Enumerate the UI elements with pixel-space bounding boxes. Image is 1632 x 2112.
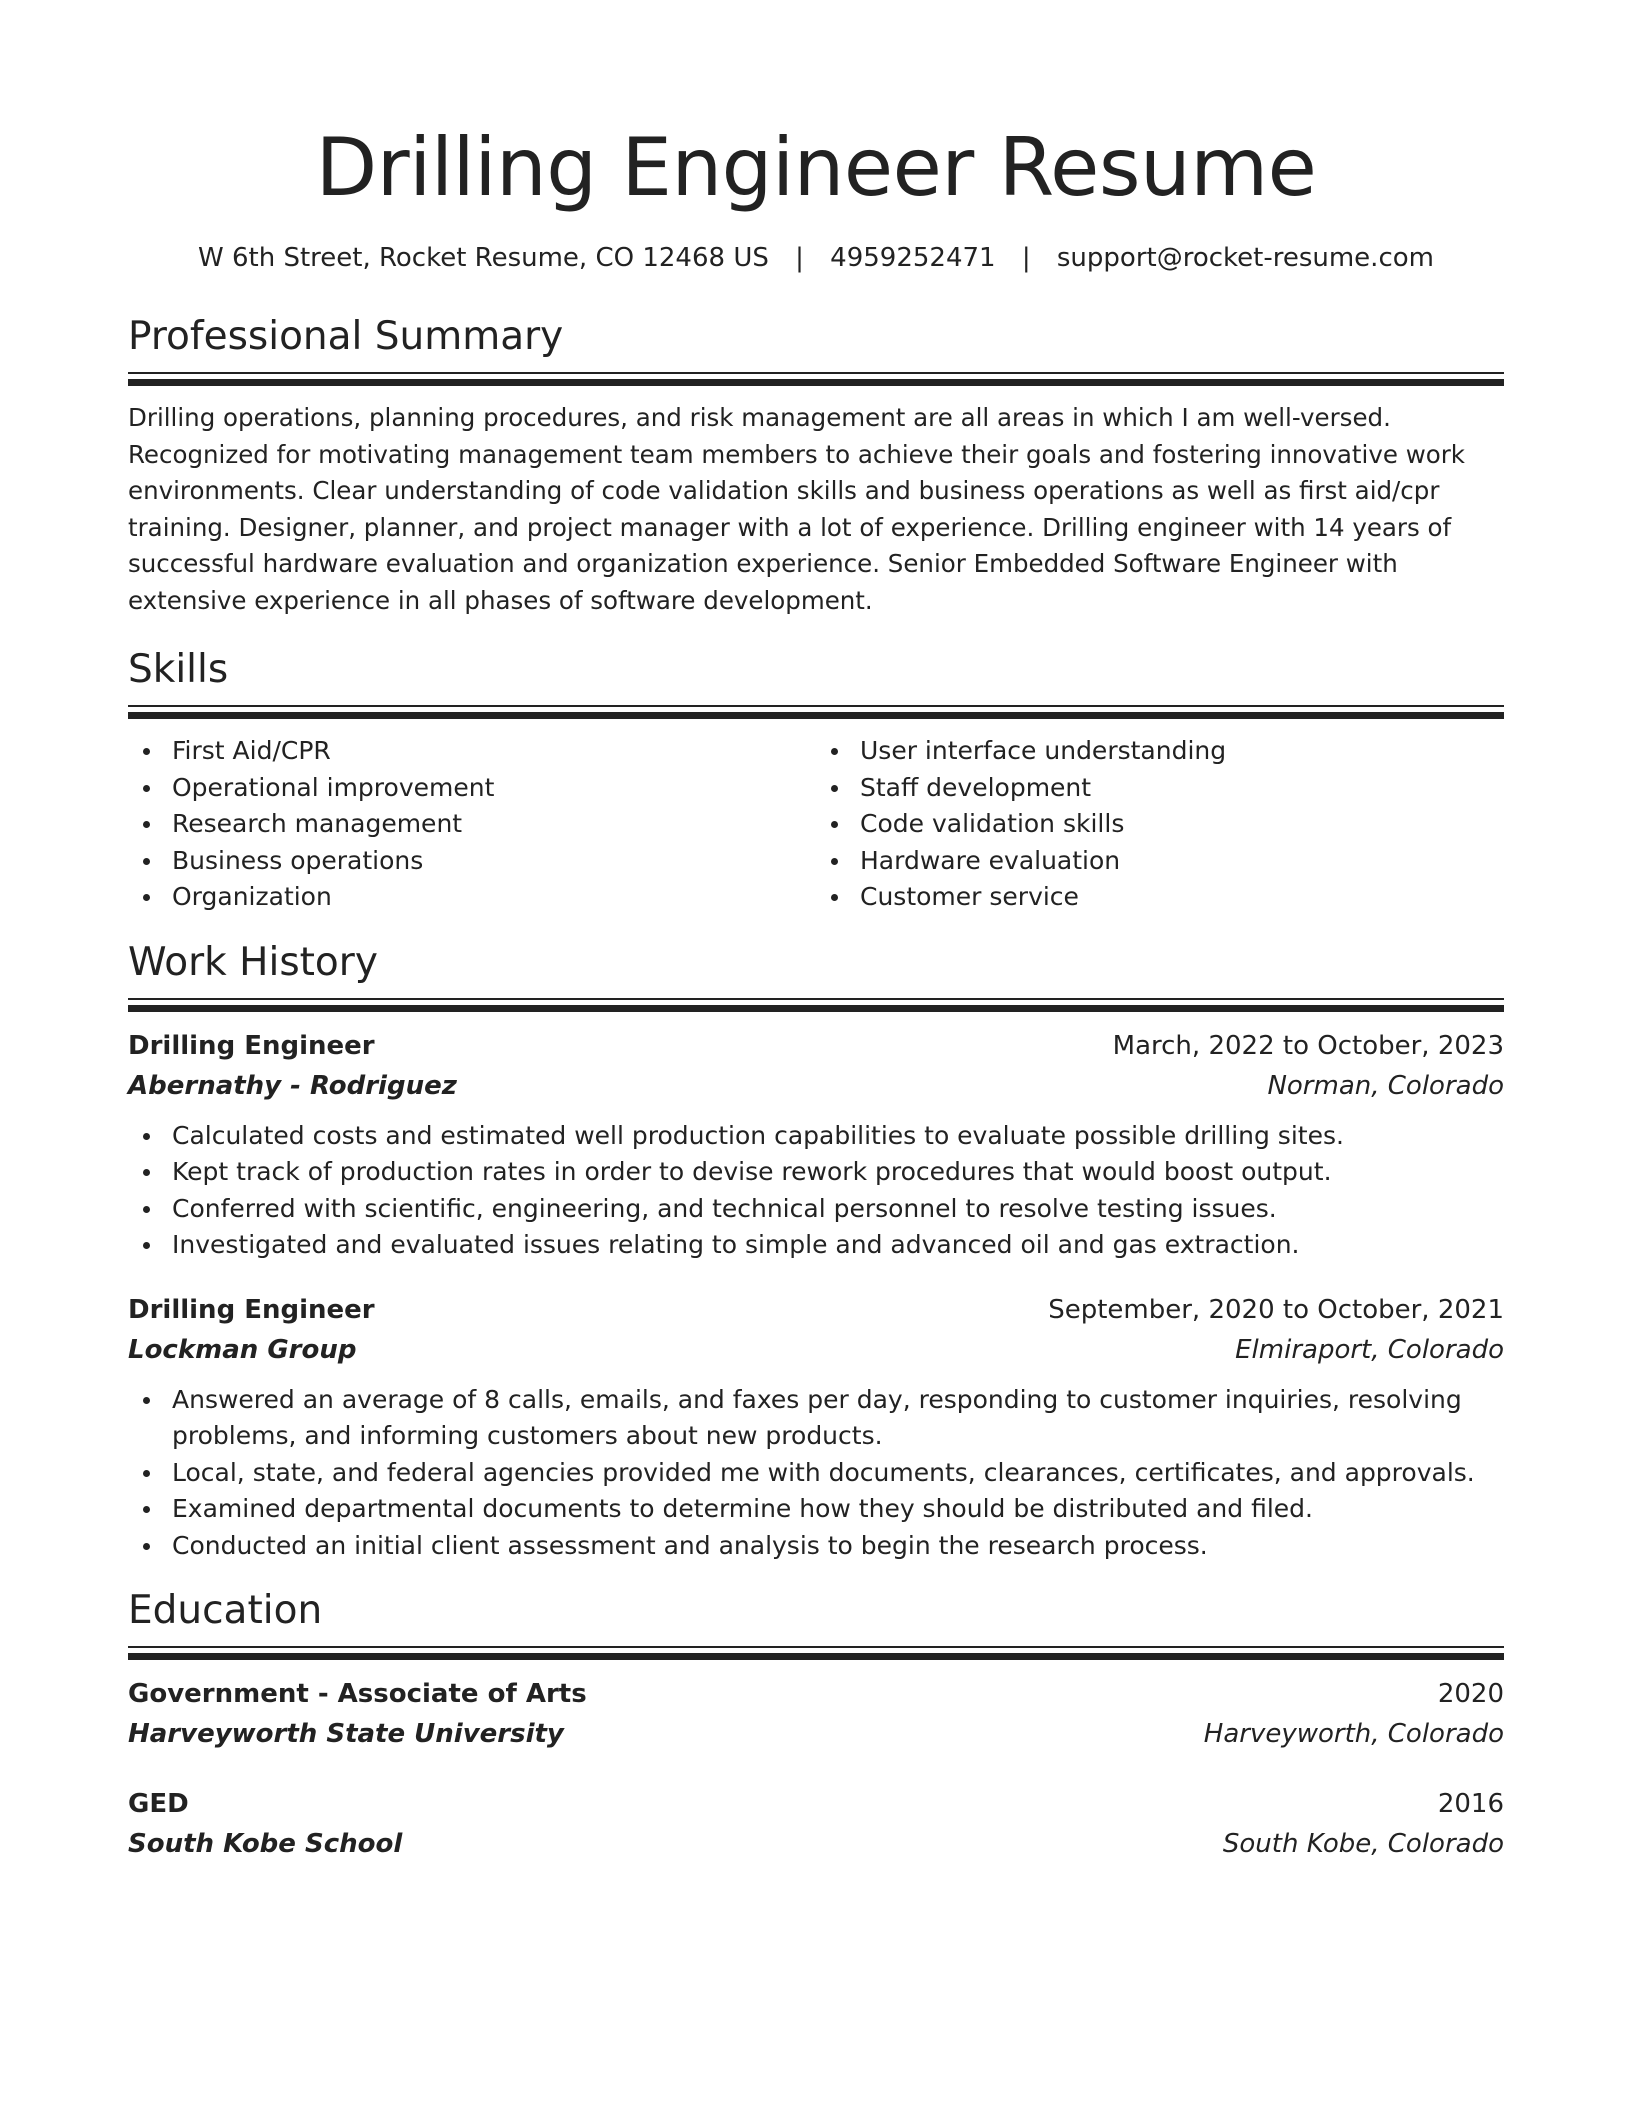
education-heading: Education [128,1588,323,1633]
job-title: Drilling Engineer [128,1294,375,1325]
education-degree: Government - Associate of Arts [128,1679,587,1709]
skill-item: Staff development [860,770,1504,807]
skills-heading: Skills [128,647,229,692]
skill-item: Business operations [172,843,816,880]
skill-item: Operational improvement [172,770,816,807]
job-bullet: Examined departmental documents to determine how they should be distributed and filed. [172,1491,1504,1528]
education-degree: GED [128,1789,189,1819]
education-year: 2020 [1437,1679,1504,1709]
resume-title: Drilling Engineer Resume [315,121,1317,214]
job-dates: March, 2022 to October, 2023 [1112,1030,1504,1061]
job-header-row [128,1290,1504,1330]
contact-phone[interactable]: 4959252471 [830,243,996,273]
skills-column-left [128,733,816,916]
job-title: Drilling Engineer [128,1030,375,1061]
job-company: Lockman Group [128,1334,357,1365]
job-bullet: Conferred with scientific, engineering, and technical personnel to resolve testing issues. [172,1191,1504,1228]
skill-item: Code validation skills [860,806,1504,843]
contact-address: W 6th Street, Rocket Resume, CO 12468 US [198,243,769,273]
job-location: Norman, Colorado [1267,1070,1504,1101]
skill-item: Customer service [860,879,1504,916]
job-location: Elmiraport, Colorado [1235,1334,1504,1365]
contact-separator: | [1021,243,1031,273]
skills-grid [128,733,1504,916]
job-company-row [128,1330,1504,1370]
skills-column-right [816,733,1504,916]
skill-item: Research management [172,806,816,843]
education-entry [128,1674,1504,1754]
skill-item: User interface understanding [860,733,1504,770]
education-header-row [128,1784,1504,1824]
job-dates: September, 2020 to October, 2021 [1048,1294,1504,1325]
contact-email[interactable]: support@rocket-resume.com [1056,243,1434,273]
skill-item: Organization [172,879,816,916]
skill-item: First Aid/CPR [172,733,816,770]
job-bullet: Conducted an initial client assessment and analysis to begin the research process. [172,1528,1504,1565]
summary-text: Drilling operations, planning procedures, and risk management are all areas in which I am well-versed. Recognized for motivating management team members to achieve their goals and fostering innovative work environments. Clear understanding of code validation skills and business operations as well as first aid/cpr training. Designer, planner, and project manager with a lot of experience. Drilling engineer with 14 years of successful hardware evaluation and organization experience. Senior Embedded Software Engineer with extensive experience in all phases of software development. [128,403,1465,615]
education-location: South Kobe, Colorado [1222,1829,1504,1859]
job-header-row [128,1026,1504,1066]
job-bullet: Investigated and evaluated issues relating to simple and advanced oil and gas extraction. [172,1227,1504,1264]
section-divider [128,705,1504,719]
education-year: 2016 [1437,1789,1504,1819]
education-entry [128,1784,1504,1864]
summary-section [128,312,1504,619]
education-header-row [128,1674,1504,1714]
job-bullets [128,1382,1504,1565]
job-bullet: Local, state, and federal agencies provided me with documents, clearances, certificates, and approvals. [172,1455,1504,1492]
job-bullets [128,1118,1504,1264]
section-divider [128,1646,1504,1660]
skill-item: Hardware evaluation [860,843,1504,880]
education-school-row [128,1714,1504,1754]
job-bullet: Kept track of production rates in order to devise rework procedures that would boost output. [172,1154,1504,1191]
job-entry [128,1026,1504,1264]
job-bullet: Calculated costs and estimated well production capabilities to evaluate possible drilling sites. [172,1118,1504,1155]
education-school-row [128,1824,1504,1864]
job-company-row [128,1066,1504,1106]
job-company: Abernathy - Rodriguez [128,1070,457,1101]
skills-section [128,645,1504,916]
section-divider [128,998,1504,1012]
job-bullet: Answered an average of 8 calls, emails, and faxes per day, responding to customer inquiries, resolving problems, and informing customers about new products. [172,1382,1504,1455]
education-school: Harveyworth State University [128,1719,564,1749]
work-section [128,938,1504,1565]
contact-line [128,240,1504,276]
job-entry [128,1290,1504,1565]
education-location: Harveyworth, Colorado [1203,1719,1504,1749]
contact-separator: | [795,243,804,273]
education-section [128,1586,1504,1864]
section-divider [128,372,1504,386]
work-heading: Work History [128,939,378,985]
education-school: South Kobe School [128,1829,403,1859]
summary-heading: Professional Summary [128,314,564,359]
